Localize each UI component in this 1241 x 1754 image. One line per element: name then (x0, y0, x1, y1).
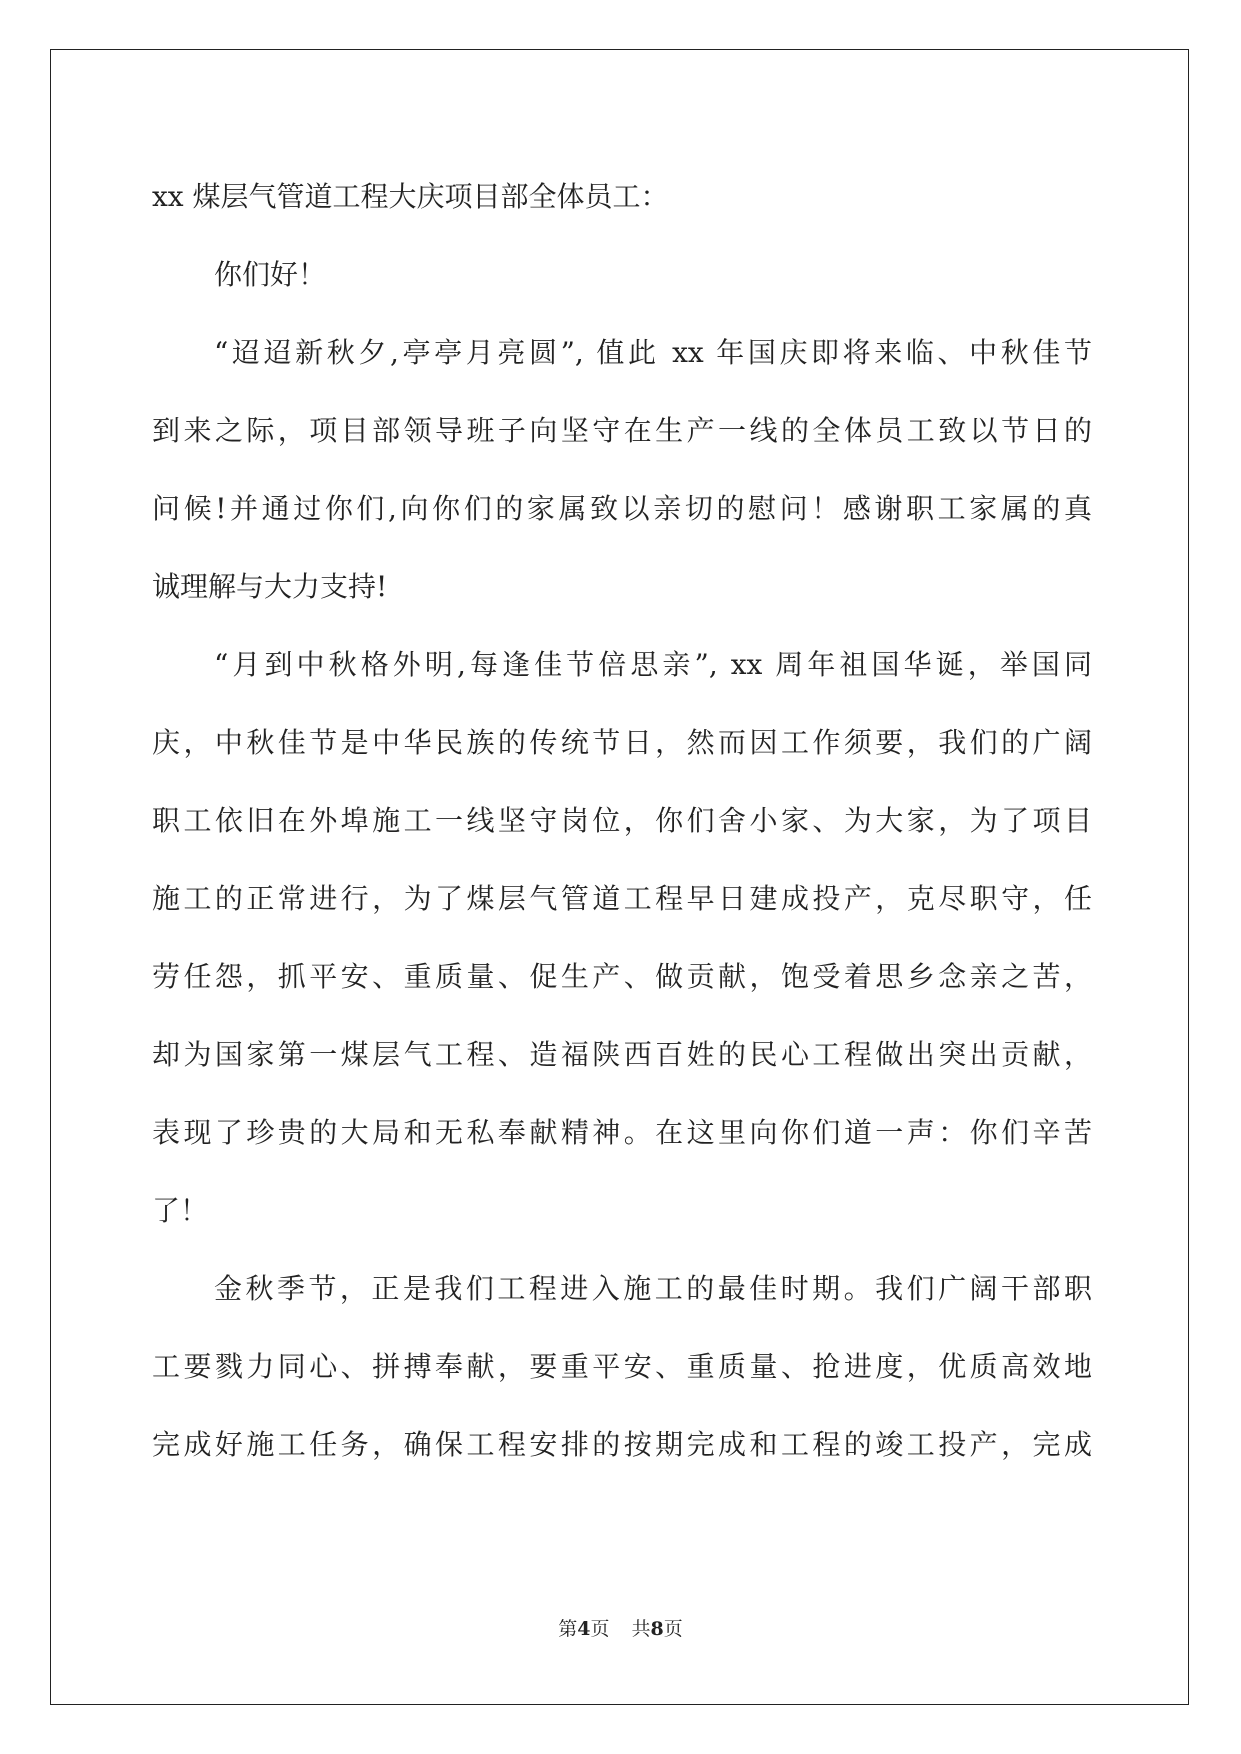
text-line: 表现了珍贵的大局和无私奉献精神。在这里向你们道一声：你们辛苦 (152, 1116, 1092, 1149)
text-line: 问候!并通过你们,向你们的家属致以亲切的慰问！感谢职工家属的真 (152, 492, 1092, 525)
page-prefix: 第 (558, 1618, 578, 1640)
page-footer (0, 1614, 1241, 1641)
text-line: 劳任怨，抓平安、重质量、促生产、做贡献，饱受着思乡念亲之苦， (152, 960, 1092, 993)
text-line: 职工依旧在外埠施工一线坚守岗位，你们舍小家、为大家，为了项目 (152, 804, 1092, 837)
text-line: xx 煤层气管道工程大庆项目部全体员工： (152, 180, 669, 213)
text-line: 到来之际，项目部领导班子向坚守在生产一线的全体员工致以节日的 (152, 414, 1092, 447)
page-suffix: 页 (590, 1618, 610, 1640)
text-line: 完成好施工任务，确保工程安排的按期完成和工程的竣工投产，完成 (152, 1428, 1092, 1461)
text-line: 庆，中秋佳节是中华民族的传统节日，然而因工作须要，我们的广阔 (152, 726, 1092, 759)
text-line: 施工的正常进行，为了煤层气管道工程早日建成投产，克尽职守，任 (152, 882, 1092, 915)
text-line: 金秋季节，正是我们工程进入施工的最佳时期。我们广阔干部职 (214, 1272, 1092, 1305)
document-body (152, 158, 1092, 1484)
total-pages: 8 (650, 1618, 664, 1640)
text-line: 了！ (152, 1194, 209, 1227)
text-line: 你们好！ (214, 258, 327, 291)
text-line: 工要戮力同心、拼搏奉献，要重平安、重质量、抢进度，优质高效地 (152, 1350, 1092, 1383)
text-line: “迢迢新秋夕,亭亭月亮圆”, 值此 xx 年国庆即将来临、中秋佳节 (214, 336, 1092, 369)
total-suffix: 页 (663, 1618, 683, 1640)
text-line: “月到中秋格外明,每逢佳节倍思亲”, xx 周年祖国华诞，举国同 (214, 648, 1092, 681)
total-prefix: 共 (631, 1618, 651, 1640)
text-line: 却为国家第一煤层气工程、造福陕西百姓的民心工程做出突出贡献， (152, 1038, 1092, 1071)
page-number: 4 (577, 1618, 591, 1640)
text-line: 诚理解与大力支持! (152, 570, 388, 603)
